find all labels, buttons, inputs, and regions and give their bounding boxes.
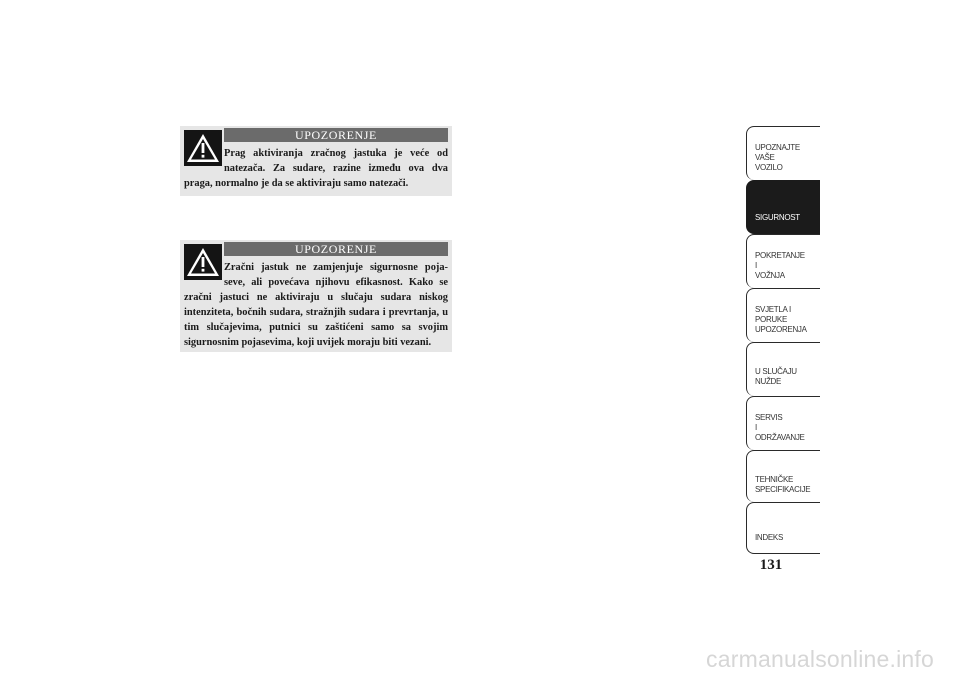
tab-tehnicke-specifikacije[interactable]: [746, 450, 820, 502]
tab-label: POKRETANJE I VOŽNJA: [755, 251, 805, 280]
warning-title: UPOZORENJE: [224, 242, 448, 256]
warning-text-content: Prag aktiviranja zračnog jastuka je veće od natezača. Za sudare, razine između ova dva praga, normalno je da se aktiviraju samo natezači.: [184, 148, 448, 189]
tab-pokretanje-i-voznja[interactable]: [746, 234, 820, 288]
tab-indeks[interactable]: [746, 502, 820, 554]
chapter-tab-strip: [746, 126, 820, 554]
tab-u-slucaju-nuzde[interactable]: [746, 342, 820, 396]
warning-box-2: [180, 240, 452, 352]
warning-text-content: Zračni jastuk ne zamjenjuje sigurnosne poja- seve, ali povećava njihovu efikasnost. Kako se zračni jastuci ne aktiviraju u slučaju sudara niskog intenziteta, bočnih sudara, stražnjih sudara i prevrtanja, u tim slučajevima, putnici su zaštićeni samo sa svojim sigurnosnim pojasevima, koji uvijek moraju biti vezani.: [184, 262, 448, 348]
warning-text: [184, 146, 448, 191]
tab-sigurnost[interactable]: [746, 180, 820, 234]
warning-title: UPOZORENJE: [224, 128, 448, 142]
tab-svjetla-i-poruke[interactable]: [746, 288, 820, 342]
watermark: carmanualsonline.info: [706, 646, 934, 672]
page-number: 131: [759, 557, 783, 573]
tab-label: U SLUČAJU NUŽDE: [755, 367, 797, 386]
warning-text: [184, 260, 448, 350]
tab-label: SERVIS I ODRŽAVANJE: [755, 413, 805, 442]
tab-servis-i-odrzavanje[interactable]: [746, 396, 820, 450]
tab-label: SVJETLA I PORUKE UPOZORENJA: [755, 305, 807, 334]
tab-label: TEHNIČKE SPECIFIKACIJE: [755, 475, 811, 494]
tab-label: INDEKS: [755, 533, 783, 542]
warning-box-1: [180, 126, 452, 196]
tab-label: UPOZNAJTE VAŠE VOZILO: [755, 143, 800, 172]
tab-upoznajte-vase-vozilo[interactable]: [746, 126, 820, 180]
tab-label: SIGURNOST: [755, 213, 800, 222]
